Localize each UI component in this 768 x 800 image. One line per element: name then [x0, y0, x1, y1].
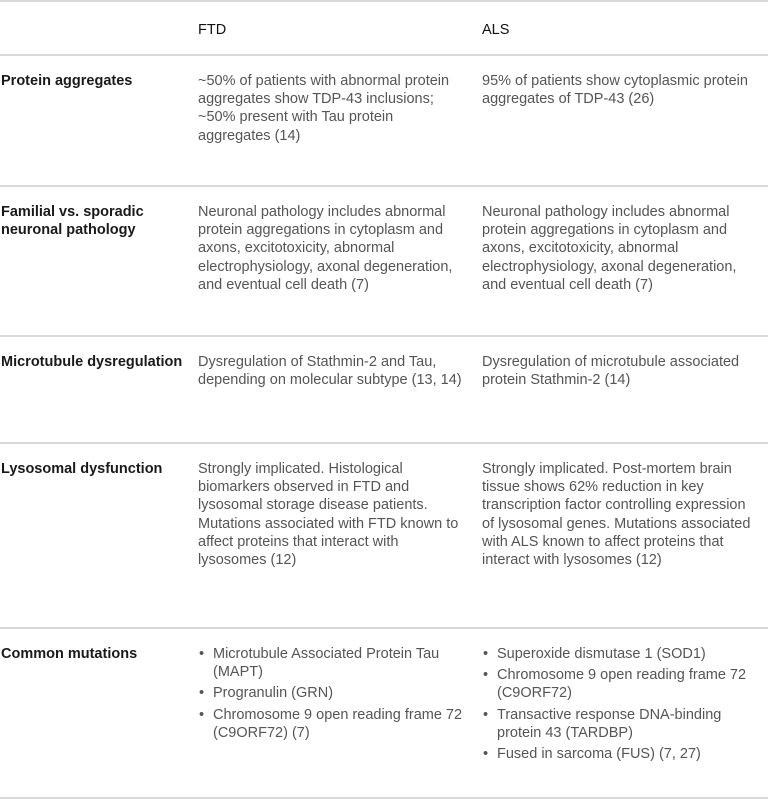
- als-mutation-list: [482, 645, 754, 763]
- table-row: [0, 55, 768, 186]
- table-row: [0, 443, 768, 628]
- list-item: • Fused in sarcoma (FUS) (7, 27): [483, 746, 701, 763]
- row-label: Protein aggregates: [1, 73, 133, 89]
- row-label: Common mutations: [1, 646, 138, 662]
- table-row: [0, 186, 768, 336]
- als-cell: [482, 628, 768, 798]
- list-item: • Microtubule Associated Protein Tau (MAPT): [199, 646, 440, 681]
- ftd-cell: Strongly implicated. Histological biomarkers observed in FTD and lysosomal storage disease patients. Mutations associated with FTD known to affect proteins that interact with lysosomes (12): [198, 461, 459, 569]
- list-item: • Progranulin (GRN): [199, 685, 334, 702]
- bullet-icon: •: [483, 667, 489, 684]
- bullet-icon: •: [199, 685, 205, 702]
- als-cell: Neuronal pathology includes abnormal protein aggregations in cytoplasm and axons, excitotoxicity, abnormal electrophysiology, axonal degeneration, and eventual cell death (7): [482, 204, 737, 293]
- als-cell: Strongly implicated. Post-mortem brain tissue shows 62% reduction in key transcription factor controlling expression of lysosomal genes. Mutations associated with ALS known to affect proteins that interact with lysosomes (12): [482, 461, 751, 569]
- list-item: • Chromosome 9 open reading frame 72 (C9ORF72) (7): [199, 706, 463, 741]
- table-header: [0, 1, 768, 55]
- bullet-icon: •: [199, 706, 205, 723]
- ftd-cell: [198, 628, 482, 798]
- table-row: [0, 628, 768, 798]
- header-als: ALS: [482, 1, 768, 55]
- list-item: • Chromosome 9 open reading frame 72 (C9ORF72): [483, 667, 747, 702]
- table-row: [0, 336, 768, 443]
- bullet-icon: •: [483, 706, 489, 723]
- row-label: Familial vs. sporadic neuronal pathology: [1, 204, 144, 239]
- list-item: • Transactive response DNA-binding protein 43 (TARDBP): [483, 706, 722, 741]
- header-ftd: FTD: [198, 1, 482, 55]
- list-item: • Superoxide dismutase 1 (SOD1): [483, 646, 706, 662]
- als-cell: Dysregulation of microtubule associated protein Stathmin-2 (14): [482, 354, 740, 389]
- ftd-cell: Dysregulation of Stathmin-2 and Tau, depending on molecular subtype (13, 14): [198, 354, 462, 389]
- table-body: [0, 55, 768, 798]
- header-row: [0, 1, 768, 55]
- ftd-mutation-list: [198, 645, 468, 742]
- row-label: Microtubule dysregulation: [1, 354, 183, 370]
- ftd-cell: Neuronal pathology includes abnormal protein aggregations in cytoplasm and axons, excitotoxicity, abnormal electrophysiology, axonal degeneration, and eventual cell death (7): [198, 204, 453, 293]
- bullet-icon: •: [199, 646, 205, 662]
- header-empty: [0, 1, 198, 55]
- ftd-cell: ~50% of patients with abnormal protein aggregates show TDP-43 inclusions; ~50% present with Tau protein aggregates (14): [198, 73, 450, 144]
- bullet-icon: •: [483, 746, 489, 763]
- als-cell: 95% of patients show cytoplasmic protein aggregates of TDP-43 (26): [482, 73, 748, 108]
- bullet-icon: •: [483, 646, 489, 662]
- row-label: Lysosomal dysfunction: [1, 461, 163, 477]
